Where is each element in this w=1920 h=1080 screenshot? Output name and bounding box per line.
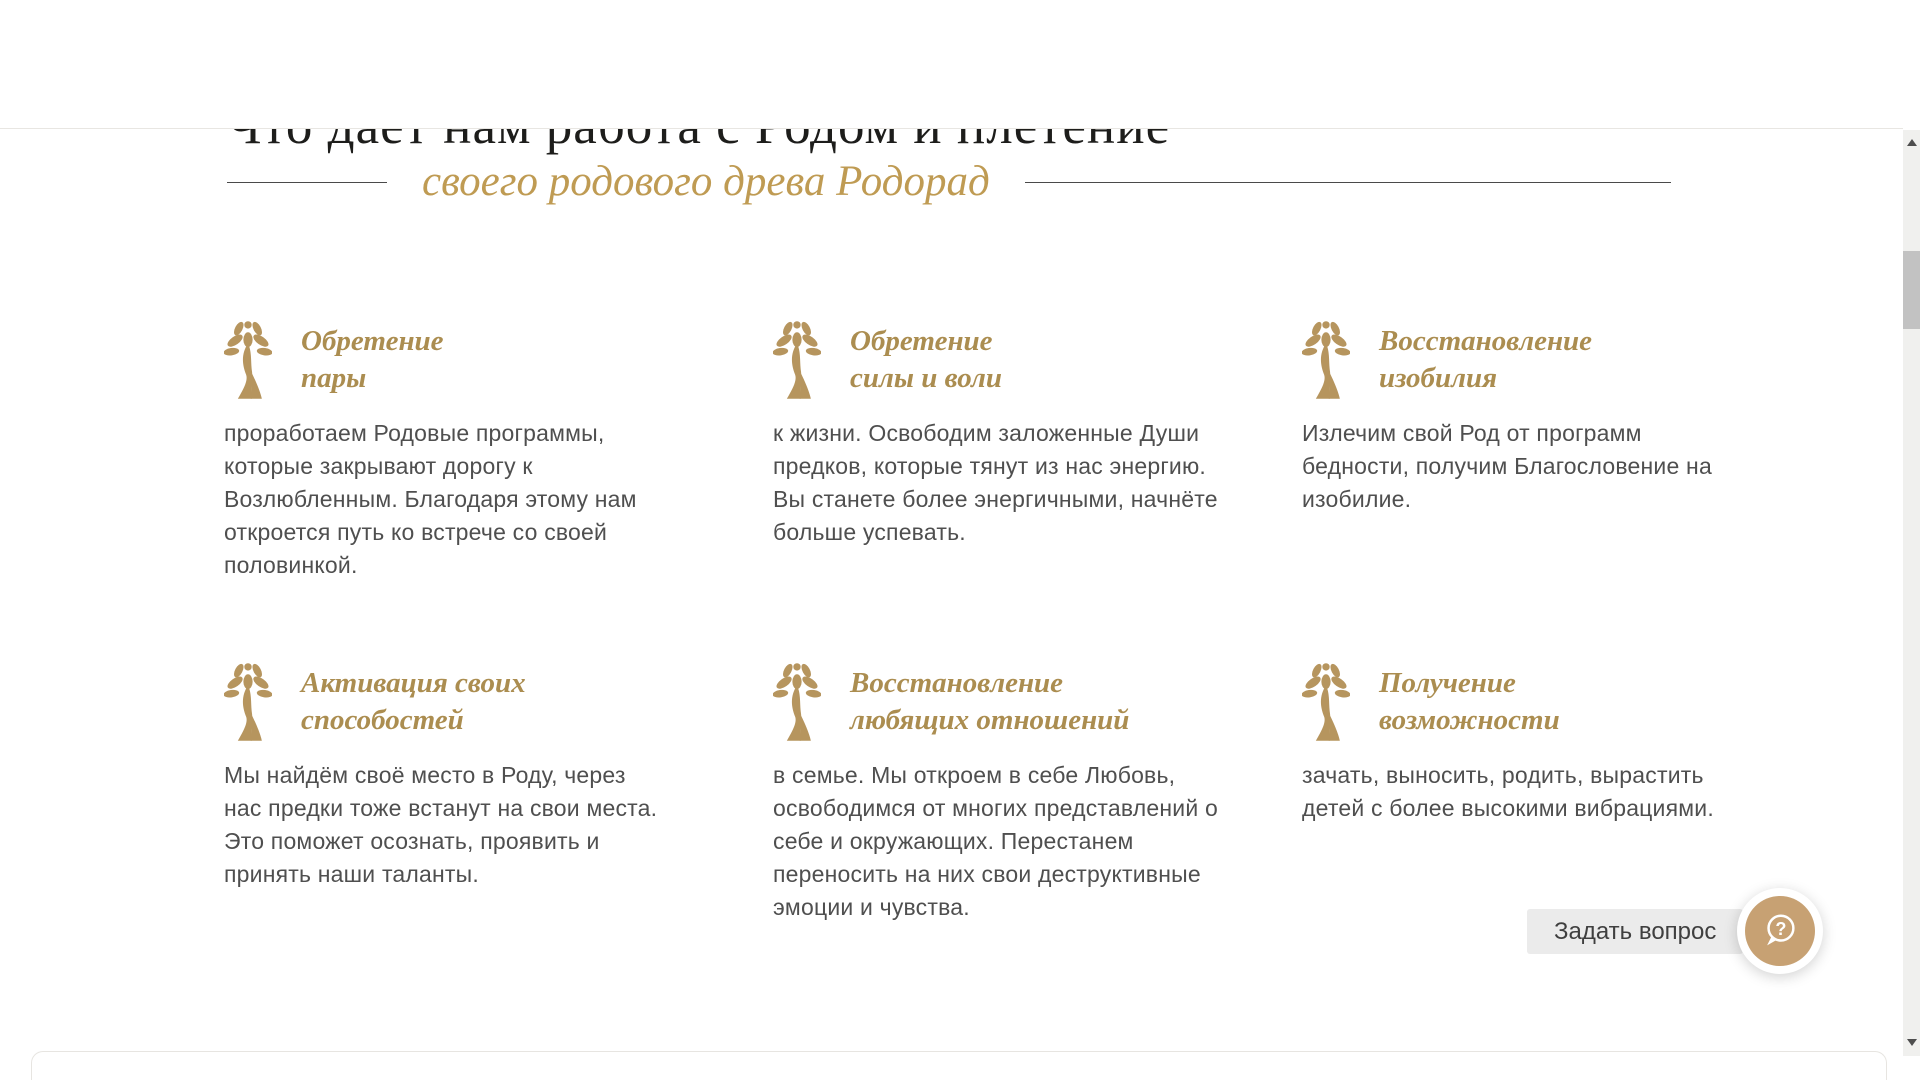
card-head: [224, 658, 676, 746]
section-subtitle-row: [227, 158, 1671, 206]
card-head: [224, 316, 676, 404]
right-divider-line: [1025, 182, 1671, 183]
scroll-down-button[interactable]: [1903, 1032, 1920, 1052]
card-head: [773, 316, 1225, 404]
question-speech-bubble-icon: [1759, 910, 1801, 952]
card-body: в семье. Мы откроем в себе Любовь, освободимся от многих представлений о себе и окружающих. Перестанем переносить на них свои деструктивные эмоции и чувства.: [773, 762, 1218, 920]
left-divider-line: [227, 182, 387, 183]
svg-text:?: ?: [1775, 918, 1787, 939]
scrollbar-thumb[interactable]: [1903, 251, 1920, 329]
card-title-line1: Восстановление: [850, 667, 1064, 699]
benefit-card-relations: [773, 658, 1225, 924]
card-body: Мы найдём своё место в Роду, через нас предки тоже встанут на свои места. Это поможет осознать, проявить и принять наши таланты.: [224, 762, 658, 887]
family-tree-icon: [224, 659, 272, 745]
card-title-line1: Получение: [1379, 667, 1516, 699]
card-title-line1: Восстановление: [1379, 325, 1593, 357]
card-title-line2: возможности: [1379, 704, 1560, 736]
card-head: [1302, 316, 1754, 404]
card-body: Излечим свой Род от программ бедности, получим Благословение на изобилие.: [1302, 420, 1712, 512]
benefit-card-pair: [224, 316, 676, 582]
help-chat-button[interactable]: [1737, 888, 1823, 974]
benefit-card-talents: [224, 658, 676, 924]
family-tree-icon: [224, 317, 272, 403]
card-head: [773, 658, 1225, 746]
scroll-up-arrow-icon: [1907, 139, 1917, 146]
card-title: [1379, 323, 1592, 397]
card-title-line2: пары: [301, 362, 367, 394]
benefit-card-children: [1302, 658, 1754, 924]
card-title: [850, 665, 1129, 739]
family-tree-icon: [773, 317, 821, 403]
vertical-scrollbar[interactable]: [1903, 130, 1920, 1056]
section-subtitle: своего родового древа Родорад: [422, 158, 990, 205]
family-tree-icon: [773, 659, 821, 745]
benefit-card-abundance: [1302, 316, 1754, 582]
family-tree-icon: [1302, 317, 1350, 403]
card-body: проработаем Родовые программы, которые закрывают дорогу к Возлюбленным. Благодаря этому нам откроется путь ко встрече со своей половинкой.: [224, 420, 637, 578]
scroll-up-button[interactable]: [1903, 132, 1920, 152]
card-title: [1379, 665, 1560, 739]
card-title-line1: Обретение: [301, 325, 444, 357]
ask-question-label[interactable]: Задать вопрос: [1527, 909, 1743, 954]
site-header: [0, 0, 1903, 129]
card-title-line2: силы и воли: [850, 362, 1002, 394]
next-section-card-edge: [31, 1051, 1887, 1080]
card-title-line2: любящих отношений: [850, 704, 1130, 736]
scroll-down-arrow-icon: [1907, 1039, 1917, 1046]
benefit-card-strength: [773, 316, 1225, 582]
card-body: к жизни. Освободим заложенные Души предков, которые тянут из нас энергию. Вы станете более энергичными, начнёте больше успевать.: [773, 420, 1218, 545]
card-title-line1: Обретение: [850, 325, 993, 357]
card-title: [301, 323, 444, 397]
card-body: зачать, выносить, родить, вырастить детей с более высокими вибрациями.: [1302, 762, 1714, 821]
card-title: [850, 323, 1002, 397]
benefits-grid: [224, 316, 1714, 924]
card-head: [1302, 658, 1754, 746]
family-tree-icon: [1302, 659, 1350, 745]
card-title-line2: изобилия: [1379, 362, 1498, 394]
card-title-line2: способостей: [301, 704, 464, 736]
card-title: [301, 665, 526, 739]
card-title-line1: Активация своих: [301, 667, 526, 699]
help-chat-button-circle: [1745, 896, 1815, 966]
